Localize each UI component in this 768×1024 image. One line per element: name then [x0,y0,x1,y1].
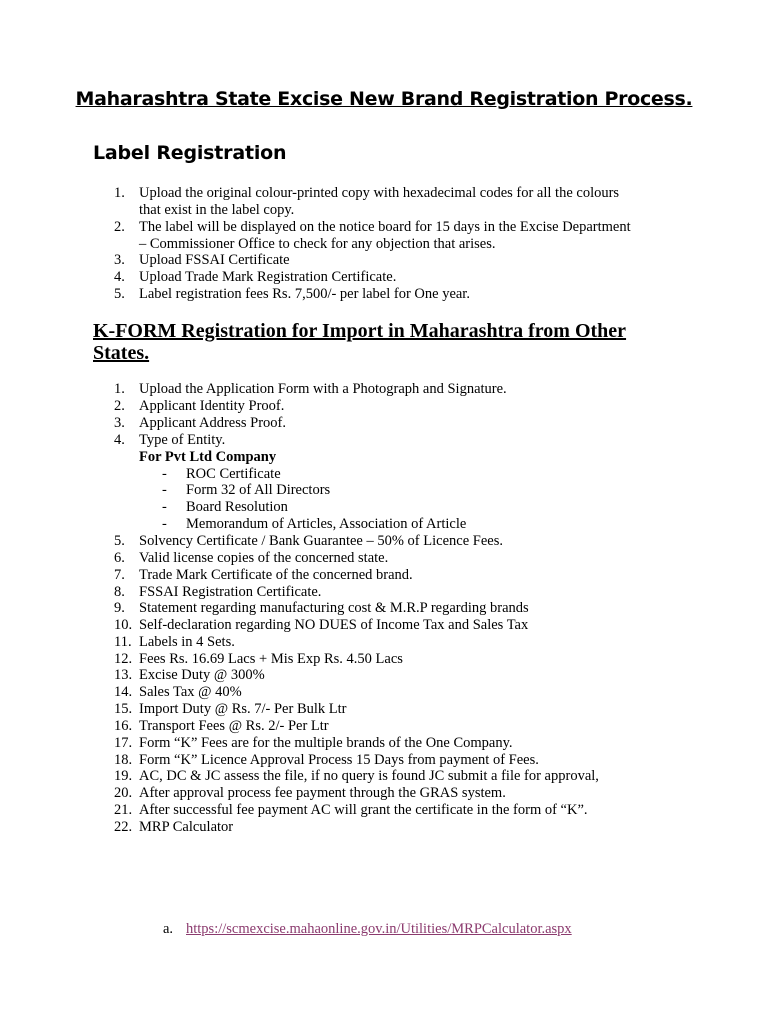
document-page: Maharashtra State Excise New Brand Registration Process. Label Registration 1. Upload the original colour-printed copy with hexadecimal codes for all the colours that exist in the label copy. 2. The label will be displayed on the notice board for 15 days in the Excise Department – Commissioner Office to check for any objection that arises. 3. Upload FSSAI Certificate 4. Upload Trade Mark Registration Certificate. 5. Label registration fees Rs. 7,500/- per label for One year. K-FORM Registration for Import in Maharashtra from Other States. 1. Upload the Application Form with a Photograph and Signature. 2. Applicant Identity Proof. 3. Applicant Address Proof. 4. Type of Entity. For Pvt Ltd Company - ROC Certificate - Form 32 of All Directors - Board Resolution - Memorandum of Articles, Association of Article 5. Solvency Certificate / Bank Guarantee – 50% of Licence Fees. 6. Valid license copies of the concerned state. 7. Trade Mark Certificate of the concerned brand. 8. FSSAI Registration Certificate. 9. Statement regarding manufacturing cost & M.R.P regarding brands 10. Self-declaration regarding NO DUES of Income Tax and Sales Tax 11. Labels in 4 Sets. 12. Fees Rs. 16.69 Lacs + Mis Exp Rs. 4.50 Lacs 13. Excise Duty @ 300% 14. Sales Tax @ 40% 15. Import Duty @ Rs. 7/- Per Bulk Ltr 16. Transport Fees @ Rs. 2/- Per Ltr 17. Form “K” Fees are for the multiple brands of the One Company. 18. Form “K” Licence Approval Process 15 Days from payment of Fees. 19. AC, DC & JC assess the file, if no query is found JC submit a file for approval, 20. After approval process fee payment through the GRAS system. 21. After successful fee payment AC will grant the certificate in the form of “K”. 22. MRP Calculator a. https://scmexcise.mahaonline.gov.in/Utilities/MRPCalculator.aspx [0,0,768,1024]
kform-heading-line2: States. [93,342,150,364]
page-title: Maharashtra State Excise New Brand Registration Process. [75,88,693,110]
label-registration-heading: Label Registration [93,142,287,164]
kform-heading [93,320,693,364]
kform-heading-line1: K-FORM Registration for Import in Maharashtra from Other [93,320,627,342]
mrp-calculator-link[interactable]: https://scmexcise.mahaonline.gov.in/Utilities/MRPCalculator.aspx [186,921,572,937]
pvt-ltd-subheading: For Pvt Ltd Company [139,449,277,465]
